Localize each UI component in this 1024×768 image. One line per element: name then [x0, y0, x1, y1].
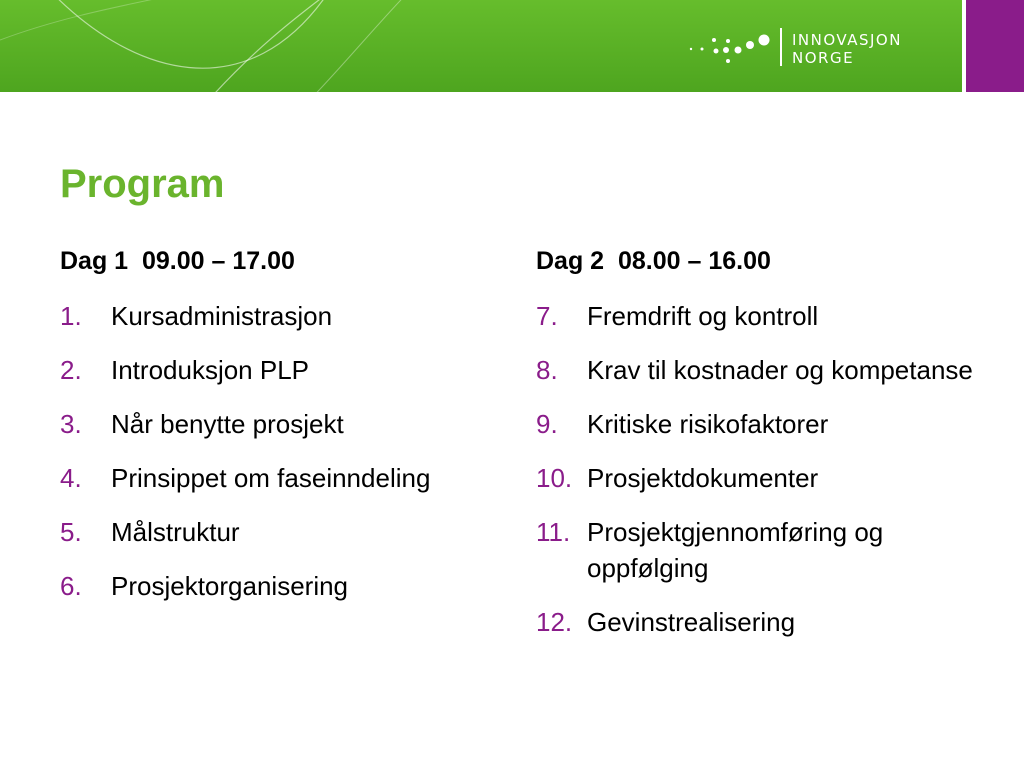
purple-accent-tab — [966, 0, 1024, 92]
agenda-item-text: Prosjektdokumenter — [587, 463, 819, 493]
agenda-item-number: 6. — [60, 571, 82, 601]
agenda-item-number: 12. — [536, 607, 573, 637]
agenda-item-number: 1. — [60, 301, 82, 331]
agenda-item — [536, 604, 1006, 640]
agenda-item-number: 8. — [536, 355, 558, 385]
agenda-item-number: 7. — [536, 301, 558, 331]
agenda-item-text: Kritiske risikofaktorer — [587, 409, 829, 439]
agenda-item-number: 9. — [536, 409, 558, 439]
agenda-item — [60, 406, 510, 442]
agenda-item — [536, 352, 1006, 388]
logo-line-1: INNOVASJON — [792, 31, 902, 49]
agenda-item — [60, 568, 510, 604]
day2-column — [536, 244, 1006, 658]
logo-dots-icon — [688, 24, 780, 72]
agenda-item-text: Introduksjon PLP — [111, 355, 310, 385]
agenda-item-number: 10. — [536, 463, 573, 493]
innovasjon-norge-logo — [688, 24, 928, 72]
agenda-item — [60, 352, 510, 388]
agenda-item — [536, 460, 1006, 496]
agenda-item-number: 5. — [60, 517, 82, 547]
agenda-item-text: Krav til kostnader og kompetanse — [587, 355, 973, 385]
agenda-item-text: Fremdrift og kontroll — [587, 301, 819, 331]
agenda-item-number: 11. — [536, 517, 571, 547]
day1-agenda-list — [60, 298, 510, 604]
agenda-item-text: Prinsippet om faseinndeling — [111, 463, 431, 493]
agenda-item-number: 2. — [60, 355, 82, 385]
agenda-item — [536, 514, 1006, 586]
logo-divider — [780, 28, 782, 66]
agenda-item-text: Prosjektgjennomføring og oppfølging — [587, 517, 884, 583]
logo-wordmark — [792, 31, 902, 67]
agenda-item-number: 3. — [60, 409, 82, 439]
agenda-item-text: Gevinstrealisering — [587, 607, 796, 637]
agenda-item-text: Kursadministrasjon — [111, 301, 333, 331]
agenda-item-number: 4. — [60, 463, 82, 493]
day1-heading: Dag 1 09.00 – 17.00 — [60, 247, 295, 275]
agenda-item — [60, 514, 510, 550]
day2-agenda-list — [536, 298, 1006, 640]
slide-title: Program — [60, 162, 225, 206]
agenda-item-text: Når benytte prosjekt — [111, 409, 344, 439]
agenda-item — [60, 298, 510, 334]
agenda-item — [60, 460, 510, 496]
agenda-item-text: Målstruktur — [111, 517, 240, 547]
agenda-item — [536, 406, 1006, 442]
day2-heading: Dag 2 08.00 – 16.00 — [536, 247, 771, 275]
agenda-item-text: Prosjektorganisering — [111, 571, 349, 601]
agenda-item — [536, 298, 1006, 334]
day1-column — [60, 244, 510, 622]
logo-line-2: NORGE — [792, 49, 855, 67]
